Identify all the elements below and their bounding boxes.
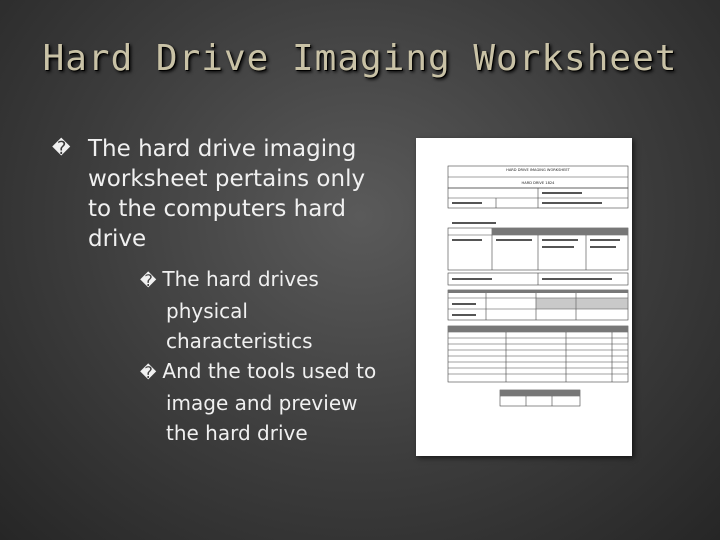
sub-bullet-2-text: And the tools used to image and preview the hard drive (162, 359, 377, 445)
worksheet-form-image (416, 138, 632, 456)
sub-bullet-2 (140, 356, 392, 448)
bullet-list (52, 134, 392, 448)
sub-bullet-1 (140, 264, 392, 356)
worksheet-thumbnail (416, 138, 632, 456)
worksheet-header-2: HARD DRIVE 1824 (521, 181, 555, 185)
sub-bullet-glyph-icon: � (140, 363, 157, 382)
main-bullet-text: The hard drive imaging worksheet pertains only to the computers hard drive (88, 136, 366, 252)
slide-title: Hard Drive Imaging Worksheet (42, 38, 678, 79)
sub-bullet-1-text: The hard drives physical characteristics (162, 267, 319, 353)
sub-bullet-glyph-icon: � (140, 271, 157, 290)
main-bullet (52, 134, 392, 254)
bullet-glyph-icon: � (52, 138, 71, 159)
worksheet-header-1: HARD DRIVE IMAGING WORKSHEET (506, 168, 570, 172)
